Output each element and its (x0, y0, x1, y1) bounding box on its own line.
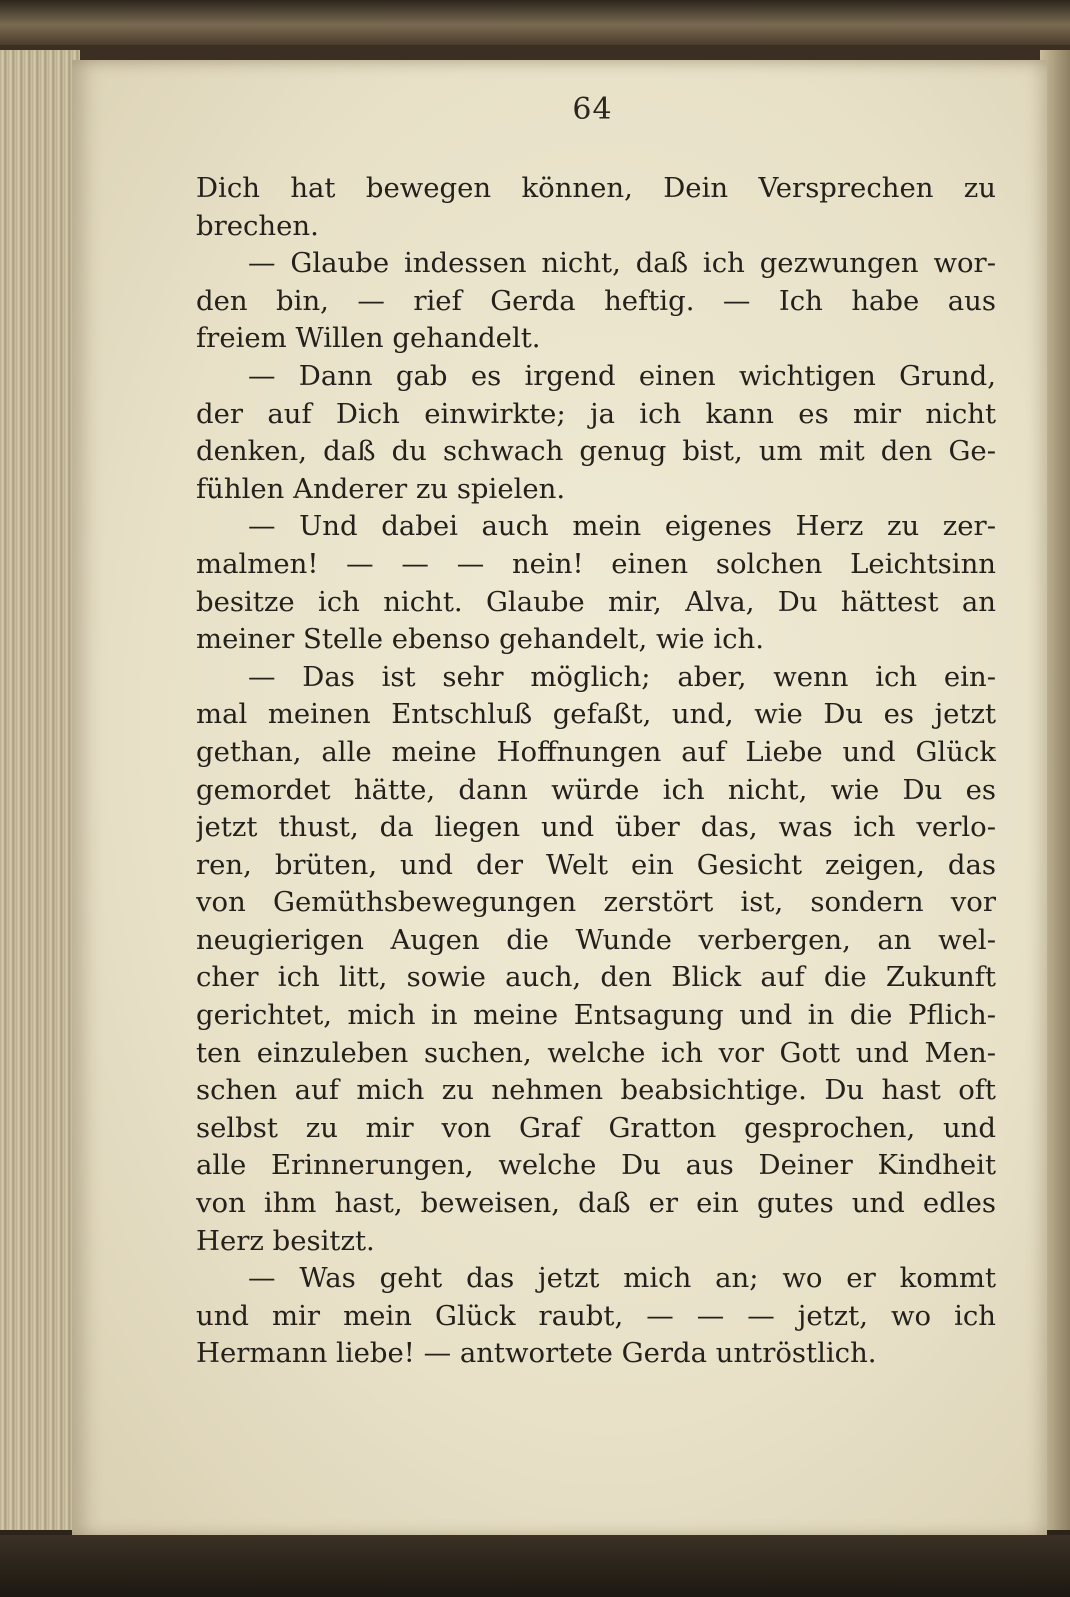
text-line: gethan, alle meine Hoffnungen auf Liebe und Glück (196, 735, 996, 768)
text-line: von Gemüthsbewegungen zerstört ist, sondern vor (196, 886, 996, 919)
text-line: gerichtet, mich in meine Entsagung und in die Pflich- (196, 999, 996, 1032)
text-line: meiner Stelle ebenso gehandelt, wie ich. (196, 623, 764, 656)
text-line: besitze ich nicht. Glaube mir, Alva, Du hättest an (196, 585, 996, 618)
text-line: denken, daß du schwach genug bist, um mit den Ge- (196, 435, 996, 468)
body-text (196, 170, 996, 1373)
text-line: der auf Dich einwirkte; ja ich kann es mir nicht (196, 397, 996, 430)
text-line: — Was geht das jetzt mich an; wo er kommt (248, 1262, 996, 1295)
text-line: den bin, — rief Gerda heftig. — Ich habe aus (196, 284, 996, 317)
text-line: Hermann liebe! — antwortete Gerda untröstlich. (196, 1337, 877, 1370)
text-line: Dich hat bewegen können, Dein Versprechen zu (196, 172, 996, 204)
text-line: freiem Willen gehandelt. (196, 322, 541, 355)
text-line: gemordet hätte, dann würde ich nicht, wie Du es (196, 773, 996, 806)
text-line: — Das ist sehr möglich; aber, wenn ich ein- (248, 660, 996, 693)
text-line: neugierigen Augen die Wunde verbergen, an wel- (196, 923, 996, 956)
text-line: alle Erinnerungen, welche Du aus Deiner Kindheit (196, 1149, 996, 1182)
text-line: ten einzuleben suchen, welche ich vor Gott und Men- (196, 1036, 996, 1069)
text-line: brechen. (196, 209, 319, 242)
text-line: — Dann gab es irgend einen wichtigen Grund, (248, 359, 996, 392)
text-line: von ihm hast, beweisen, daß er ein gutes und edles (196, 1187, 996, 1220)
page-number: 64 (572, 92, 613, 127)
page-stack-edges (0, 50, 80, 1530)
text-line: ren, brüten, und der Welt ein Gesicht zeigen, das (196, 848, 996, 881)
text-line: mal meinen Entschluß gefaßt, und, wie Du es jetzt (196, 698, 996, 731)
text-line: und mir mein Glück raubt, — — — jetzt, wo ich (196, 1299, 996, 1332)
text-line: cher ich litt, sowie auch, den Blick auf die Zukunft (196, 961, 996, 994)
text-line: selbst zu mir von Graf Gratton gesprochen, und (196, 1111, 996, 1144)
text-line: jetzt thust, da liegen und über das, was ich verlo- (196, 811, 996, 844)
text-line: — Und dabei auch mein eigenes Herz zu zer- (248, 510, 996, 543)
text-line: fühlen Anderer zu spielen. (196, 472, 566, 505)
book-cover-top-edge (0, 0, 1070, 45)
text-line: Herz besitzt. (196, 1224, 375, 1257)
text-line: — Glaube indessen nicht, daß ich gezwungen wor- (248, 247, 996, 280)
book-cover-bottom-edge (0, 1535, 1070, 1597)
text-line: malmen! — — — nein! einen solchen Leichtsinn (196, 547, 996, 580)
text-line: schen auf mich zu nehmen beabsichtige. Du hast oft (196, 1074, 996, 1107)
